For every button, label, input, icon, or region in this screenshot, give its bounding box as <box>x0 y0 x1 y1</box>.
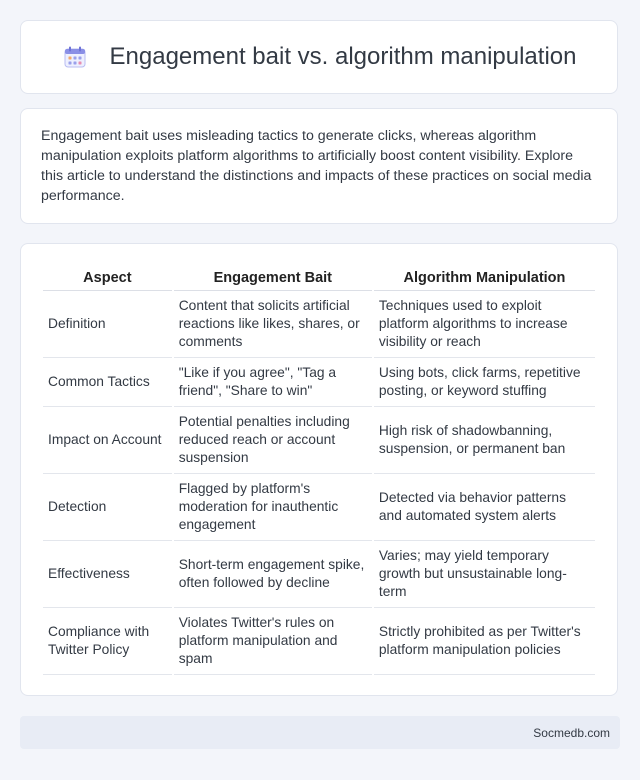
row-aspect: Common Tactics <box>43 358 172 407</box>
page-title: Engagement bait vs. algorithm manipulation <box>109 43 577 70</box>
calendar-icon <box>62 44 88 70</box>
row-engagement-bait: Violates Twitter's rules on platform manipulation and spam <box>174 608 372 675</box>
intro-card <box>20 108 618 224</box>
table-header-row <box>43 264 595 291</box>
row-algorithm-manipulation: Using bots, click farms, repetitive posting, or keyword stuffing <box>374 358 595 407</box>
table-row <box>43 358 595 407</box>
row-engagement-bait: Content that solicits artificial reactions like likes, shares, or comments <box>174 291 372 358</box>
row-algorithm-manipulation: Techniques used to exploit platform algorithms to increase visibility or reach <box>374 291 595 358</box>
table-row <box>43 291 595 358</box>
header-algorithm-manipulation: Algorithm Manipulation <box>374 264 595 291</box>
row-engagement-bait: Potential penalties including reduced reach or account suspension <box>174 407 372 474</box>
table-row <box>43 541 595 608</box>
row-aspect: Definition <box>43 291 172 358</box>
row-aspect: Impact on Account <box>43 407 172 474</box>
row-aspect: Detection <box>43 474 172 541</box>
row-algorithm-manipulation: Strictly prohibited as per Twitter's platform manipulation policies <box>374 608 595 675</box>
row-algorithm-manipulation: High risk of shadowbanning, suspension, or permanent ban <box>374 407 595 474</box>
row-engagement-bait: Short-term engagement spike, often followed by decline <box>174 541 372 608</box>
intro-paragraph: Engagement bait uses misleading tactics to generate clicks, whereas algorithm manipulation exploits platform algorithms to artificially boost content visibility. Explore this article to understand the distinctions and impacts of these practices on social media performance. <box>41 128 592 204</box>
comparison-table <box>41 264 597 675</box>
comparison-table-card <box>20 243 618 696</box>
header-aspect: Aspect <box>43 264 172 291</box>
table-row <box>43 474 595 541</box>
header-engagement-bait: Engagement Bait <box>174 264 372 291</box>
footer-source: Socmedb.com <box>533 725 610 740</box>
row-aspect: Effectiveness <box>43 541 172 608</box>
row-algorithm-manipulation: Detected via behavior patterns and automated system alerts <box>374 474 595 541</box>
row-engagement-bait: "Like if you agree", "Tag a friend", "Share to win" <box>174 358 372 407</box>
table-row <box>43 407 595 474</box>
footer <box>20 716 620 749</box>
row-aspect: Compliance with Twitter Policy <box>43 608 172 675</box>
table-row <box>43 608 595 675</box>
title-card <box>20 20 618 94</box>
row-algorithm-manipulation: Varies; may yield temporary growth but unsustainable long-term <box>374 541 595 608</box>
row-engagement-bait: Flagged by platform's moderation for inauthentic engagement <box>174 474 372 541</box>
